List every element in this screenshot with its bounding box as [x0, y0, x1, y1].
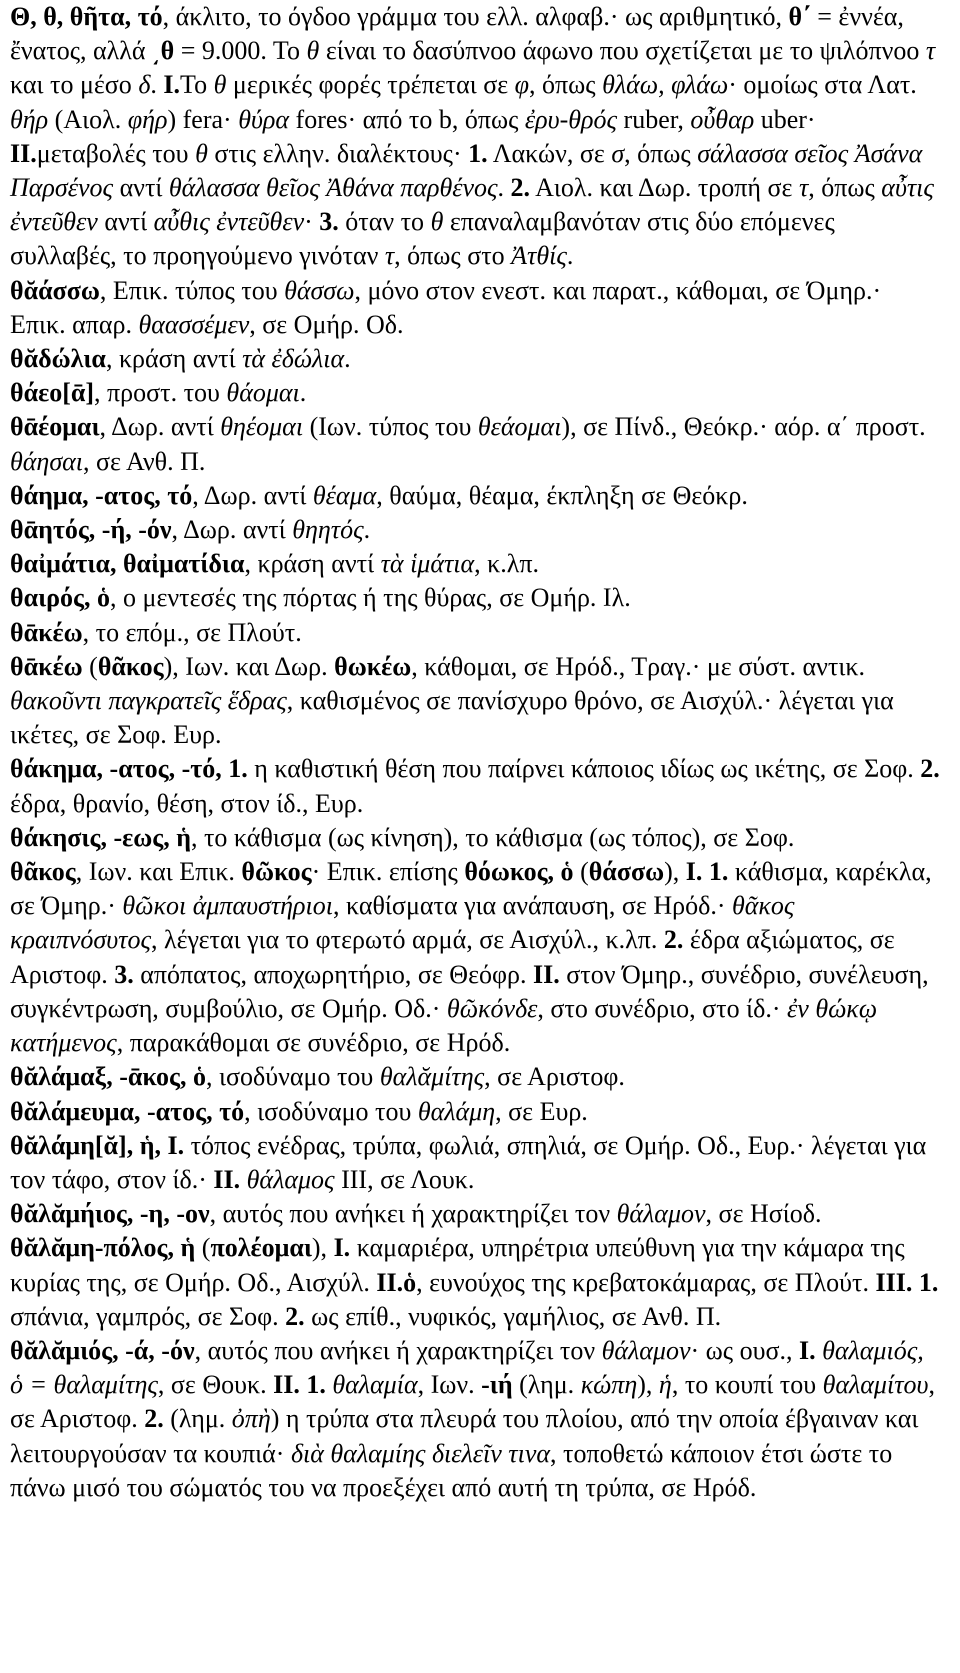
entry-italic-text: θαλᾰμίτης [379, 1062, 485, 1092]
entry-text: · [304, 207, 320, 237]
entry-italic-text: ἡ [658, 1370, 672, 1400]
entry-italic-text: διὰ θαλαμίης διελεῖν τινα [290, 1438, 551, 1468]
entry-text: , καθισμένος σε πανίσχυρο θρόνο, σε Αισχύλ.· λέγεται για ικέτες, σε Σοφ. Ευρ. [10, 686, 894, 750]
entry-text: , το κουπί του [671, 1370, 823, 1400]
entry-text: ), σε Πίνδ., Θεόκρ.· αόρ. α΄ προστ. [561, 412, 926, 442]
entry-headword-text: Θ, θ, θῆτα, τό [10, 2, 163, 31]
entry-text: ) η τρύπα στα πλευρά του πλοίου, από την οποία έβγαιναν και λειτουργούσαν τα κουπιά· [10, 1404, 919, 1468]
entry-text: . [150, 70, 164, 100]
entry-headword-text: θᾰλάμευμα, -ατος, τό [10, 1096, 245, 1126]
dictionary-entry [10, 410, 940, 478]
entry-headword-text: θᾰδώλια [10, 344, 106, 374]
entry-headword-text: θάκησις, -εως, ἡ [10, 822, 191, 852]
dictionary-entry [10, 513, 940, 547]
dictionary-entry [10, 1060, 940, 1094]
dictionary-entry [10, 821, 940, 855]
entry-headword-text: II. [10, 138, 37, 168]
entry-italic-text: φήρ [127, 104, 168, 134]
entry-headword-text: 2. [920, 754, 940, 784]
entry-headword-text: θᾶκος [97, 651, 164, 681]
entry-text: , Δωρ. αντί [99, 412, 221, 442]
entry-text: . [497, 173, 511, 203]
entry-italic-text: θαλάμη [417, 1096, 496, 1126]
entry-text: στον Όμηρ., συνέδριο, συνέλευση, συγκέντρωση, συμβούλιο, σε Ομήρ. Οδ.· [10, 959, 929, 1023]
entry-text: ), [637, 1370, 659, 1400]
entry-headword-text: I. [333, 1233, 351, 1263]
entry-italic-text: θῶκόνδε [446, 993, 538, 1023]
entry-text: , Ιων. και Επικ. [75, 857, 242, 887]
entry-text: ( [195, 1233, 211, 1263]
entry-italic-text: θάλαμον [616, 1199, 706, 1229]
entry-text: = ἐννέα, ἔνατος, αλλά [10, 2, 904, 66]
entry-italic-text: αὖτις ἐντεῦθεν [10, 173, 934, 237]
entry-headword-text: θῶκος [241, 857, 312, 887]
entry-italic-text: θαλαμία [332, 1370, 418, 1400]
dictionary-entry [10, 547, 940, 581]
entry-text: · ομοίως στα Λατ. [728, 70, 917, 100]
entry-headword-text: θᾶκος [10, 857, 76, 887]
entry-text: (λημ. [163, 1404, 232, 1434]
entry-text: , σε Αριστοφ. [484, 1062, 625, 1092]
entry-headword-text: ὁ [403, 1267, 417, 1297]
entry-italic-text: ὀπὴ [231, 1404, 271, 1434]
entry-headword-text: θαιρός, ὁ [10, 583, 111, 613]
entry-headword-text: II. [213, 1164, 241, 1194]
entry-italic-text: θῶκοι ἀμπαυστήριοι [122, 891, 333, 921]
entry-text: αντί [97, 207, 154, 237]
entry-italic-text: σάλασσα σεῖος Ἀσάνα Παρσένος [10, 138, 923, 203]
entry-text: , κ.λπ. [474, 549, 540, 579]
dictionary-entry [10, 274, 940, 342]
dictionary-entry [10, 1197, 940, 1231]
entry-italic-text: θέαμα [312, 480, 377, 510]
entry-text: , ισοδύναμο του [206, 1062, 380, 1092]
entry-headword-text: θαἰμάτια, θαἰματίδια [10, 549, 245, 579]
entry-text: (Ιων. τύπος του [303, 412, 478, 442]
entry-headword-text: II. [376, 1267, 404, 1297]
entry-text: Αιολ. και Δωρ. τροπή σε [530, 173, 799, 203]
entry-text: , σε Ησίοδ. [705, 1199, 822, 1229]
dictionary-entry [10, 0, 940, 274]
entry-text: Το [180, 70, 214, 100]
entry-text: , όπως [529, 70, 603, 100]
dictionary-entry [10, 1129, 940, 1197]
entry-text: (λημ. [512, 1370, 581, 1400]
entry-italic-text: ἐρυ-θρός [524, 104, 618, 134]
dictionary-entry [10, 376, 940, 410]
entry-italic-text: θ [195, 138, 208, 168]
entry-headword-text: θᾰάσσω [10, 275, 100, 305]
entry-headword-text: θᾱέομαι [10, 412, 100, 442]
entry-text: , Δωρ. αντί [192, 480, 313, 510]
dictionary-entry [10, 1334, 940, 1505]
entry-text: , σε Αριστοφ. [10, 1370, 935, 1434]
entry-text: . [299, 378, 307, 408]
entry-headword-text: 3. [319, 207, 339, 237]
entry-text: , θαύμα, θέαμα, έκπληξη σε Θεόκρ. [376, 480, 748, 510]
dictionary-entry [10, 581, 940, 615]
dictionary-entry [10, 342, 940, 376]
entry-text: μερικές φορές τρέπεται σε [226, 70, 515, 100]
entry-italic-text: θαλαμιός, ὁ = θαλαμίτης [10, 1335, 924, 1400]
entry-italic-text: τὰ ἐδώλια [242, 344, 345, 374]
entry-text: . [566, 241, 574, 271]
entry-headword-text: II. [533, 959, 560, 989]
entry-italic-text: σ [611, 138, 625, 168]
entry-headword-text: 2. [144, 1404, 164, 1434]
entry-text: , όπως [624, 138, 698, 168]
entry-text: , Ιων. [417, 1370, 482, 1400]
entry-text: , ευνούχος της κρεβατοκάμαρας, σε Πλούτ. [416, 1267, 876, 1297]
entry-italic-text: θ [430, 207, 444, 237]
entry-text: , καθίσματα για ανάπαυση, σε Ηρόδ.· [332, 891, 733, 921]
entry-text: , κάθομαι, σε Ηρόδ., Τραγ.· με σύστ. αντικ. [411, 651, 865, 681]
entry-italic-text: φ [514, 70, 530, 100]
entry-text: , μόνο στον ενεστ. και παρατ., κάθομαι, σε Όμηρ.· Επικ. απαρ. [10, 275, 882, 339]
entry-text: αντί [113, 173, 169, 203]
entry-text: έδρα αξιώματος, σε Αριστοφ. [10, 925, 895, 989]
entry-text: ( [573, 857, 589, 887]
entry-italic-text: τ [798, 173, 809, 203]
entry-italic-text: θάλασσα θεῖος Ἀθάνα παρθένος [168, 173, 498, 203]
entry-headword-text: θάεο[ᾱ] [10, 378, 95, 408]
entry-text: μεταβολές του [36, 138, 196, 168]
entry-text: επαναλαμβανόταν στις δύο επόμενες συλλαβές, το προηγούμενο γινόταν [10, 207, 835, 271]
entry-italic-text: τ [384, 241, 395, 271]
entry-headword-text: θάκημα, -ατος, -τό, 1. [10, 754, 248, 784]
entry-headword-text: θωκέω [334, 651, 412, 681]
entry-text: ruber, [617, 104, 691, 134]
dictionary-entry [10, 855, 940, 1060]
entry-italic-text: οὖθαρ [690, 104, 755, 134]
entry-headword-text: 2. [285, 1301, 305, 1331]
entry-headword-text: θᾰλᾰμήιος, -η, -ον [10, 1199, 210, 1229]
entry-text: · Επικ. επίσης [311, 857, 465, 887]
entry-text: στις ελλην. διαλέκτους· [207, 138, 469, 168]
entry-text: τόπος ενέδρας, τρύπα, φωλιά, σπηλιά, σε Ομήρ. Οδ., Ευρ.· λέγεται για τον τάφο, στον ίδ.· [10, 1130, 927, 1194]
entry-text: και το μέσο [10, 70, 139, 100]
entry-text: έδρα, θρανίο, θέση, στον ίδ., Ευρ. [10, 788, 364, 818]
entry-text: ( [82, 651, 98, 681]
dictionary-entry [10, 650, 940, 753]
entry-headword-text: θάσσω [588, 857, 665, 887]
entry-italic-text: θήρ [10, 104, 49, 134]
entry-text: όταν το [338, 207, 431, 237]
entry-italic-text: θάομαι [226, 378, 300, 408]
entry-text: . [344, 344, 351, 374]
entry-italic-text: θάσσω [284, 275, 355, 305]
entry-italic-text: ἐν θώκῳ κατήμενος [10, 993, 878, 1058]
entry-italic-text: θ [213, 70, 227, 100]
entry-headword-text: ͵θ [152, 36, 175, 66]
entry-text: καμαριέρα, υπηρέτρια υπεύθυνη για την κάμαρα της κυρίας της, σε Ομήρ. Οδ., Αισχύλ. [10, 1233, 905, 1297]
entry-headword-text: θᾱκέω [10, 617, 83, 647]
entry-text: , ισοδύναμο του [244, 1096, 418, 1126]
entry-text: , άκλιτο, το όγδοο γράμμα του ελλ. αλφαβ.· ως αριθμητικό, [162, 2, 789, 31]
entry-text: , το κάθισμα (ως κίνηση), το κάθισμα (ως τόπος), σε Σοφ. [190, 822, 795, 852]
dictionary-entry [10, 1231, 940, 1334]
entry-headword-text: -ιή [481, 1370, 513, 1400]
entry-text: , όπως [808, 173, 882, 203]
entry-text: , όπως στο [394, 241, 512, 271]
entry-text: , κράση αντί [244, 549, 381, 579]
entry-text: ), Ιων. και Δωρ. [163, 651, 335, 681]
entry-italic-text: τὰ ἱμάτια [380, 549, 475, 579]
entry-text: (Αιολ. [48, 104, 128, 134]
entry-italic-text: θάλαμον [601, 1335, 691, 1365]
entry-headword-text: I. 1. [685, 857, 729, 887]
entry-text: , σε Ευρ. [495, 1096, 588, 1126]
dictionary-entry [10, 1095, 940, 1129]
dictionary-entry [10, 479, 940, 513]
dictionary-entry [10, 616, 940, 650]
entry-headword-text: θ΄ [788, 2, 811, 31]
entry-text: fores· από το b, όπως [289, 104, 525, 134]
entry-headword-text: II. 1. [273, 1370, 326, 1400]
entry-headword-text: III. 1. [875, 1267, 939, 1297]
entry-italic-text: τ [925, 36, 936, 66]
entry-italic-text: θηέομαι [220, 412, 304, 442]
entry-italic-text: θεάομαι [477, 412, 562, 442]
entry-text: III, σε Λουκ. [334, 1164, 475, 1194]
entry-headword-text: θᾰλάμη[ᾰ], ἡ, I. [10, 1130, 185, 1160]
entry-italic-text: θᾶκος κραιπνόσυτος [10, 891, 795, 955]
entry-italic-text: θάησαι [10, 446, 84, 476]
entry-text: ) fera· [167, 104, 239, 134]
entry-headword-text: θόωκος, ὁ [464, 857, 574, 887]
entry-text: σπάνια, γαμπρός, σε Σοφ. [10, 1301, 286, 1331]
entry-headword-text: 2. [663, 925, 684, 955]
entry-text: , παρακάθομαι σε συνέδριο, σε Ηρόδ. [116, 1028, 511, 1058]
entry-italic-text: θλάω, φλάω [602, 70, 729, 100]
entry-text: , κράση αντί [105, 344, 243, 374]
entry-text: , σε Θουκ. [157, 1370, 274, 1400]
entry-text: κάθισμα, καρέκλα, σε Όμηρ.· [10, 857, 932, 921]
entry-text: , στο συνέδριο, στο ίδ.· [537, 993, 788, 1023]
entry-text: = 9.000. Το [174, 36, 307, 66]
entry-text: απόπατος, αποχωρητήριο, σε Θεόφρ. [133, 959, 533, 989]
entry-text: ), [311, 1233, 334, 1263]
entry-headword-text: I. [798, 1335, 816, 1365]
entry-italic-text: θαλαμίτου [822, 1370, 929, 1400]
entry-headword-text: θᾱκέω [10, 651, 83, 681]
entry-italic-text: αὖθις ἐντεῦθεν [153, 207, 305, 237]
entry-text: , αυτός που ανήκει ή χαρακτηρίζει τον [194, 1335, 602, 1365]
entry-text: , ο μεντεσές της πόρτας ή της θύρας, σε Ομήρ. Ιλ. [110, 583, 631, 613]
entry-text: uber· [754, 104, 816, 134]
entry-italic-text: Ἀτθίς [511, 241, 567, 271]
entry-text: , σε Ανθ. Π. [83, 446, 206, 476]
entry-italic-text: δ [138, 70, 151, 100]
entry-text: · ως ουσ., [690, 1335, 799, 1365]
entry-text: ως επίθ., νυφικός, γαμήλιος, σε Ανθ. Π. [304, 1301, 722, 1331]
entry-text: , το επόμ., σε Πλούτ. [82, 617, 302, 647]
entry-text: , λέγεται για το φτερωτό αρμά, σε Αισχύλ., κ.λπ. [151, 925, 664, 955]
entry-headword-text: θᾰλᾰμιός, -ά, -όν [10, 1335, 195, 1365]
entry-italic-text: θ [306, 36, 320, 66]
entry-italic-text: θύρα [238, 104, 290, 134]
entry-text: , Δωρ. αντί [171, 515, 293, 545]
entry-text: Λακών, σε [487, 138, 612, 168]
entry-text: η καθιστική θέση που παίρνει κάποιος ιδίως ως ικέτης, σε Σοφ. [247, 754, 921, 784]
entry-headword-text: θᾰλάμαξ, -ᾱκος, ὁ [10, 1062, 207, 1092]
entry-headword-text: I. [163, 70, 181, 100]
dictionary-entry [10, 752, 940, 820]
entry-italic-text: θάλαμος [246, 1164, 335, 1194]
entry-text: , σε Ομήρ. Οδ. [249, 309, 404, 339]
entry-text: , προστ. του [94, 378, 227, 408]
entry-headword-text: 2. [510, 173, 531, 203]
entry-headword-text: 3. [114, 959, 134, 989]
entry-headword-text: θᾱητός, -ή, -όν [10, 515, 172, 545]
entry-text: είναι το δασύπνοο άφωνο που σχετίζεται με το ψιλόπνοο [319, 36, 926, 66]
entry-text: , Επικ. τύπος του [99, 275, 285, 305]
entry-text: . [363, 515, 371, 545]
entry-italic-text: κώπη [580, 1370, 638, 1400]
entry-text: , αυτός που ανήκει ή χαρακτηρίζει τον [209, 1199, 617, 1229]
entry-italic-text: θαασσέμεν [138, 309, 250, 339]
entry-headword-text: θᾰλᾰμη-πόλος, ἡ [10, 1233, 196, 1263]
entry-italic-text: θακοῦντι παγκρατεῖς ἕδρας [10, 686, 287, 716]
entry-italic-text: θηητός [292, 515, 364, 545]
entry-text: ), [664, 857, 686, 887]
entry-text: , τοποθετώ κάποιον έτσι ώστε το πάνω μισό του σώματός του να προεξέχει από αυτή τη τρύπα, σε Ηρόδ. [10, 1438, 893, 1502]
entry-headword-text: 1. [468, 138, 488, 168]
entry-headword-text: πολέομαι [210, 1233, 312, 1263]
entry-headword-text: θάημα, -ατος, τό [10, 480, 193, 510]
